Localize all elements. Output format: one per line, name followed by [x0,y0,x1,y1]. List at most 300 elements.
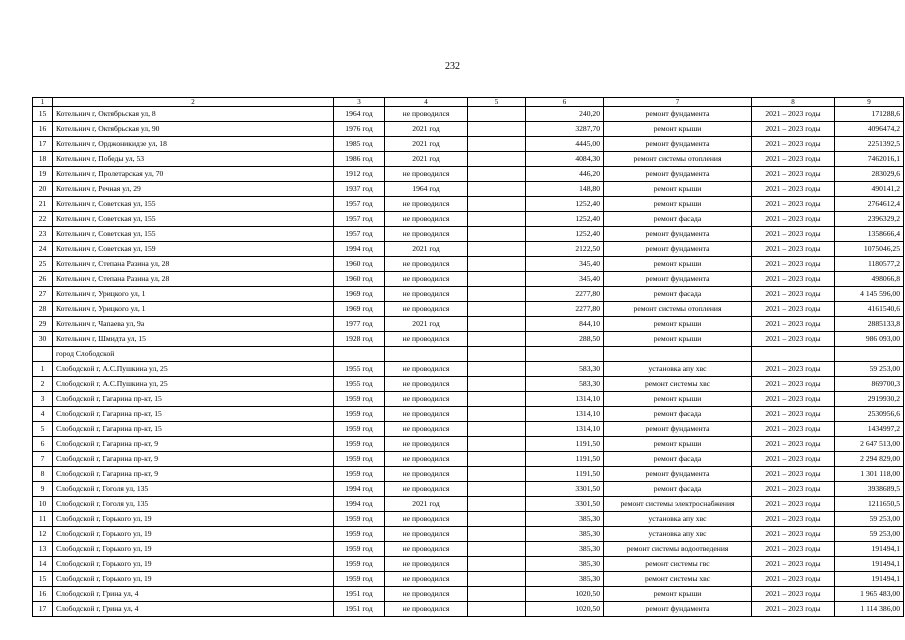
area-cell: 1314,10 [526,422,604,437]
work-type-cell: ремонт крыши [604,332,752,347]
table-row [33,182,904,197]
column-number: 2 [53,98,334,107]
address-cell: Слободской г, Гоголя ул, 135 [53,482,334,497]
row-number-cell: 9 [33,482,53,497]
address-cell: Слободской г, Грина ул, 4 [53,602,334,617]
address-cell: Слободской г, Гагарина пр-кт, 9 [53,452,334,467]
period-cell: 2021 – 2023 годы [752,587,835,602]
period-cell: 2021 – 2023 годы [752,452,835,467]
column-5-cell [468,362,526,377]
column-5-cell [468,122,526,137]
area-cell: 2122,50 [526,242,604,257]
address-cell: Слободской г, А.С.Пушкина ул, 25 [53,362,334,377]
cost-cell: 1 965 483,00 [835,587,904,602]
cost-cell: 2251392,5 [835,137,904,152]
work-type-cell: ремонт фундамента [604,137,752,152]
work-type-cell: ремонт фундамента [604,227,752,242]
page-number: 232 [445,61,460,72]
cost-cell: 59 253,00 [835,362,904,377]
build-year-cell: 1959 год [334,557,385,572]
column-5-cell [468,302,526,317]
work-type-cell: установка апу хвс [604,527,752,542]
column-5-cell [468,182,526,197]
period-cell: 2021 – 2023 годы [752,482,835,497]
address-cell: Слободской г, Гагарина пр-кт, 15 [53,407,334,422]
area-cell [526,347,604,362]
last-repair-cell: не проводился [385,197,468,212]
work-type-cell: ремонт крыши [604,392,752,407]
address-cell: Котельнич г, Советская ул, 155 [53,197,334,212]
table-row [33,527,904,542]
table-row [33,302,904,317]
column-5-cell [468,242,526,257]
period-cell: 2021 – 2023 годы [752,182,835,197]
address-cell: Слободской г, Гагарина пр-кт, 15 [53,422,334,437]
row-number-cell: 28 [33,302,53,317]
column-5-cell [468,512,526,527]
cost-cell: 498066,8 [835,272,904,287]
build-year-cell: 1969 год [334,302,385,317]
address-cell: Котельнич г, Степана Разина ул, 28 [53,272,334,287]
column-number: 1 [33,98,53,107]
area-cell: 148,80 [526,182,604,197]
period-cell: 2021 – 2023 годы [752,467,835,482]
build-year-cell: 1960 год [334,272,385,287]
build-year-cell: 1959 год [334,527,385,542]
last-repair-cell: 2021 год [385,137,468,152]
work-type-cell: ремонт системы гвс [604,557,752,572]
address-cell: Котельнич г, Чапаева ул, 9а [53,317,334,332]
table-row [33,437,904,452]
cost-cell: 1358666,4 [835,227,904,242]
area-cell: 4445,00 [526,137,604,152]
period-cell: 2021 – 2023 годы [752,287,835,302]
build-year-cell: 1964 год [334,107,385,122]
area-cell: 1314,10 [526,407,604,422]
work-type-cell: ремонт фасада [604,212,752,227]
build-year-cell: 1959 год [334,407,385,422]
row-number-cell: 7 [33,452,53,467]
last-repair-cell: не проводился [385,212,468,227]
column-5-cell [468,167,526,182]
area-cell: 4084,30 [526,152,604,167]
column-5-cell [468,332,526,347]
work-type-cell: ремонт фундамента [604,242,752,257]
cost-cell: 2396329,2 [835,212,904,227]
period-cell: 2021 – 2023 годы [752,527,835,542]
work-type-cell: ремонт крыши [604,182,752,197]
build-year-cell: 1959 год [334,512,385,527]
cost-cell: 4096474,2 [835,122,904,137]
row-number-cell: 6 [33,437,53,452]
area-cell: 3287,70 [526,122,604,137]
cost-cell: 4 145 596,00 [835,287,904,302]
column-number: 4 [385,98,468,107]
table-row [33,602,904,617]
build-year-cell: 1959 год [334,572,385,587]
address-cell: Слободской г, Гагарина пр-кт, 15 [53,392,334,407]
last-repair-cell: не проводился [385,227,468,242]
period-cell: 2021 – 2023 годы [752,152,835,167]
period-cell: 2021 – 2023 годы [752,212,835,227]
column-5-cell [468,542,526,557]
table-row [33,422,904,437]
cost-cell: 1180577,2 [835,257,904,272]
cost-cell: 986 093,00 [835,332,904,347]
column-number: 7 [604,98,752,107]
cost-cell: 59 253,00 [835,512,904,527]
table-row [33,287,904,302]
period-cell: 2021 – 2023 годы [752,512,835,527]
table-row [33,482,904,497]
work-type-cell: ремонт фундамента [604,467,752,482]
cost-cell: 490141,2 [835,182,904,197]
column-5-cell [468,452,526,467]
area-cell: 385,30 [526,512,604,527]
period-cell: 2021 – 2023 годы [752,377,835,392]
row-number-cell: 30 [33,332,53,347]
cost-cell: 191494,1 [835,572,904,587]
address-cell: Котельнич г, Шмидта ул, 15 [53,332,334,347]
address-cell: Котельнич г, Октябрьская ул, 8 [53,107,334,122]
address-cell: Котельнич г, Советская ул, 155 [53,212,334,227]
table-row [33,542,904,557]
row-number-cell: 3 [33,392,53,407]
address-cell: Слободской г, Гагарина пр-кт, 9 [53,467,334,482]
build-year-cell: 1937 год [334,182,385,197]
last-repair-cell: 2021 год [385,152,468,167]
period-cell: 2021 – 2023 годы [752,197,835,212]
table-body [33,98,904,617]
build-year-cell: 1977 год [334,317,385,332]
column-5-cell [468,602,526,617]
row-number-cell: 15 [33,572,53,587]
table-row [33,107,904,122]
row-number-cell: 8 [33,467,53,482]
area-cell: 345,40 [526,272,604,287]
period-cell: 2021 – 2023 годы [752,122,835,137]
work-type-cell: ремонт крыши [604,122,752,137]
area-cell: 385,30 [526,572,604,587]
last-repair-cell: не проводился [385,422,468,437]
last-repair-cell: не проводился [385,467,468,482]
column-5-cell [468,527,526,542]
row-number-cell: 16 [33,122,53,137]
column-5-cell [468,482,526,497]
address-cell: Котельнич г, Урицкого ул, 1 [53,287,334,302]
column-5-cell [468,227,526,242]
column-5-cell [468,197,526,212]
row-number-cell: 17 [33,137,53,152]
build-year-cell: 1959 год [334,437,385,452]
area-cell: 1020,50 [526,587,604,602]
cost-cell: 2919930,2 [835,392,904,407]
last-repair-cell: не проводился [385,362,468,377]
period-cell: 2021 – 2023 годы [752,272,835,287]
cost-cell: 4161540,6 [835,302,904,317]
address-cell: Слободской г, Горького ул, 19 [53,512,334,527]
table-row [33,332,904,347]
table-row [33,467,904,482]
build-year-cell: 1957 год [334,197,385,212]
row-number-cell: 29 [33,317,53,332]
cost-cell: 171288,6 [835,107,904,122]
row-number-cell: 26 [33,272,53,287]
period-cell: 2021 – 2023 годы [752,317,835,332]
column-number: 5 [468,98,526,107]
work-type-cell: ремонт фундамента [604,167,752,182]
cost-cell: 1434997,2 [835,422,904,437]
row-number-cell: 15 [33,107,53,122]
last-repair-cell [385,347,468,362]
last-repair-cell: не проводился [385,392,468,407]
address-cell: Котельнич г, Октябрьская ул, 90 [53,122,334,137]
last-repair-cell: не проводился [385,482,468,497]
build-year-cell: 1986 год [334,152,385,167]
last-repair-cell: не проводился [385,452,468,467]
build-year-cell: 1959 год [334,467,385,482]
work-type-cell: ремонт системы хвс [604,377,752,392]
row-number-cell: 14 [33,557,53,572]
column-5-cell [468,152,526,167]
row-number-cell: 1 [33,362,53,377]
table-row [33,407,904,422]
column-5-cell [468,422,526,437]
column-5-cell [468,467,526,482]
area-cell: 583,30 [526,362,604,377]
period-cell: 2021 – 2023 годы [752,242,835,257]
row-number-cell: 23 [33,227,53,242]
last-repair-cell: 1964 год [385,182,468,197]
column-5-cell [468,212,526,227]
period-cell: 2021 – 2023 годы [752,302,835,317]
last-repair-cell: не проводился [385,107,468,122]
address-cell: Слободской г, Гоголя ул, 135 [53,497,334,512]
table-row [33,392,904,407]
section-heading-row [33,347,904,362]
last-repair-cell: не проводился [385,512,468,527]
address-cell: Котельнич г, Степана Разина ул, 28 [53,257,334,272]
last-repair-cell: не проводился [385,332,468,347]
build-year-cell: 1994 год [334,482,385,497]
address-cell: Котельнич г, Пролетарская ул, 70 [53,167,334,182]
row-number-cell: 21 [33,197,53,212]
table-row [33,137,904,152]
period-cell: 2021 – 2023 годы [752,407,835,422]
column-number-row [33,98,904,107]
address-cell: Котельнич г, Советская ул, 159 [53,242,334,257]
work-type-cell: ремонт фундамента [604,107,752,122]
work-type-cell: ремонт фасада [604,407,752,422]
build-year-cell: 1957 год [334,212,385,227]
last-repair-cell: не проводился [385,377,468,392]
area-cell: 844,10 [526,317,604,332]
area-cell: 1314,10 [526,392,604,407]
row-number-cell: 22 [33,212,53,227]
build-year-cell: 1957 год [334,227,385,242]
column-number: 6 [526,98,604,107]
row-number-cell: 27 [33,287,53,302]
area-cell: 446,20 [526,167,604,182]
cost-cell: 283029,6 [835,167,904,182]
row-number-cell: 13 [33,542,53,557]
build-year-cell: 1985 год [334,137,385,152]
area-cell: 240,20 [526,107,604,122]
period-cell: 2021 – 2023 годы [752,497,835,512]
row-number-cell: 18 [33,152,53,167]
build-year-cell: 1951 год [334,587,385,602]
last-repair-cell: не проводился [385,167,468,182]
last-repair-cell: 2021 год [385,317,468,332]
last-repair-cell: не проводился [385,527,468,542]
build-year-cell: 1951 год [334,602,385,617]
work-type-cell: ремонт фундамента [604,272,752,287]
period-cell: 2021 – 2023 годы [752,422,835,437]
work-type-cell: установка апу хвс [604,362,752,377]
build-year-cell: 1969 год [334,287,385,302]
area-cell: 1252,40 [526,227,604,242]
last-repair-cell: не проводился [385,587,468,602]
repair-program-table [32,97,904,617]
last-repair-cell: не проводился [385,272,468,287]
table-row [33,317,904,332]
row-number-cell: 5 [33,422,53,437]
address-cell: Слободской г, Горького ул, 19 [53,527,334,542]
table-row [33,557,904,572]
last-repair-cell: не проводился [385,542,468,557]
row-number-cell: 2 [33,377,53,392]
column-5-cell [468,257,526,272]
work-type-cell: ремонт системы электроснабжения [604,497,752,512]
last-repair-cell: не проводился [385,302,468,317]
address-cell: Слободской г, А.С.Пушкина ул, 25 [53,377,334,392]
build-year-cell: 1959 год [334,392,385,407]
build-year-cell: 1955 год [334,362,385,377]
build-year-cell: 1960 год [334,257,385,272]
last-repair-cell: не проводился [385,557,468,572]
cost-cell: 3938689,5 [835,482,904,497]
build-year-cell: 1928 год [334,332,385,347]
last-repair-cell: не проводился [385,287,468,302]
cost-cell: 191494,1 [835,542,904,557]
build-year-cell: 1955 год [334,377,385,392]
cost-cell: 7462016,1 [835,152,904,167]
work-type-cell: ремонт фасада [604,482,752,497]
work-type-cell: ремонт крыши [604,257,752,272]
area-cell: 345,40 [526,257,604,272]
period-cell: 2021 – 2023 годы [752,107,835,122]
row-number-cell: 17 [33,602,53,617]
row-number-cell: 19 [33,167,53,182]
table-row [33,572,904,587]
work-type-cell: ремонт крыши [604,587,752,602]
column-5-cell [468,392,526,407]
table-row [33,257,904,272]
period-cell: 2021 – 2023 годы [752,257,835,272]
column-5-cell [468,572,526,587]
table-row [33,272,904,287]
table-row [33,152,904,167]
column-number: 9 [835,98,904,107]
cost-cell: 59 253,00 [835,527,904,542]
area-cell: 583,30 [526,377,604,392]
build-year-cell: 1994 год [334,497,385,512]
cost-cell: 869700,3 [835,377,904,392]
table-row [33,362,904,377]
cost-cell: 2885133,8 [835,317,904,332]
cost-cell: 2764612,4 [835,197,904,212]
address-cell: Слободской г, Грина ул, 4 [53,587,334,602]
work-type-cell: ремонт крыши [604,317,752,332]
row-number-cell: 11 [33,512,53,527]
table-row [33,377,904,392]
work-type-cell: ремонт фасада [604,452,752,467]
cost-cell: 1075046,25 [835,242,904,257]
period-cell: 2021 – 2023 годы [752,362,835,377]
table-row [33,227,904,242]
address-cell: Котельнич г, Советская ул, 155 [53,227,334,242]
address-cell: Котельнич г, Орджоникидзе ул, 18 [53,137,334,152]
area-cell: 1191,50 [526,452,604,467]
work-type-cell: ремонт системы хвс [604,572,752,587]
area-cell: 3301,50 [526,497,604,512]
row-number-cell: 10 [33,497,53,512]
column-5-cell [468,272,526,287]
address-cell: Слободской г, Горького ул, 19 [53,572,334,587]
area-cell: 2277,80 [526,302,604,317]
period-cell: 2021 – 2023 годы [752,392,835,407]
build-year-cell: 1976 год [334,122,385,137]
period-cell: 2021 – 2023 годы [752,332,835,347]
row-number-cell: 16 [33,587,53,602]
column-number: 3 [334,98,385,107]
last-repair-cell: не проводился [385,407,468,422]
row-number-cell: 24 [33,242,53,257]
period-cell: 2021 – 2023 годы [752,602,835,617]
work-type-cell: ремонт фундамента [604,602,752,617]
work-type-cell: ремонт фасада [604,287,752,302]
period-cell: 2021 – 2023 годы [752,557,835,572]
build-year-cell: 1994 год [334,242,385,257]
area-cell: 2277,80 [526,287,604,302]
last-repair-cell: не проводился [385,602,468,617]
period-cell: 2021 – 2023 годы [752,227,835,242]
column-5-cell [468,557,526,572]
column-5-cell [468,497,526,512]
period-cell: 2021 – 2023 годы [752,137,835,152]
work-type-cell: ремонт системы водоотведения [604,542,752,557]
work-type-cell: ремонт системы отопления [604,152,752,167]
area-cell: 1020,50 [526,602,604,617]
work-type-cell [604,347,752,362]
table-row [33,197,904,212]
column-number: 8 [752,98,835,107]
table-row [33,242,904,257]
address-cell: город Слободской [53,347,334,362]
cost-cell: 191494,1 [835,557,904,572]
build-year-cell: 1959 год [334,422,385,437]
column-5-cell [468,347,526,362]
last-repair-cell: не проводился [385,572,468,587]
area-cell: 1252,40 [526,197,604,212]
row-number-cell [33,347,53,362]
cost-cell: 1211650,5 [835,497,904,512]
address-cell: Слободской г, Гагарина пр-кт, 9 [53,437,334,452]
area-cell: 288,50 [526,332,604,347]
cost-cell: 1 114 386,00 [835,602,904,617]
column-5-cell [468,137,526,152]
area-cell: 3301,50 [526,482,604,497]
